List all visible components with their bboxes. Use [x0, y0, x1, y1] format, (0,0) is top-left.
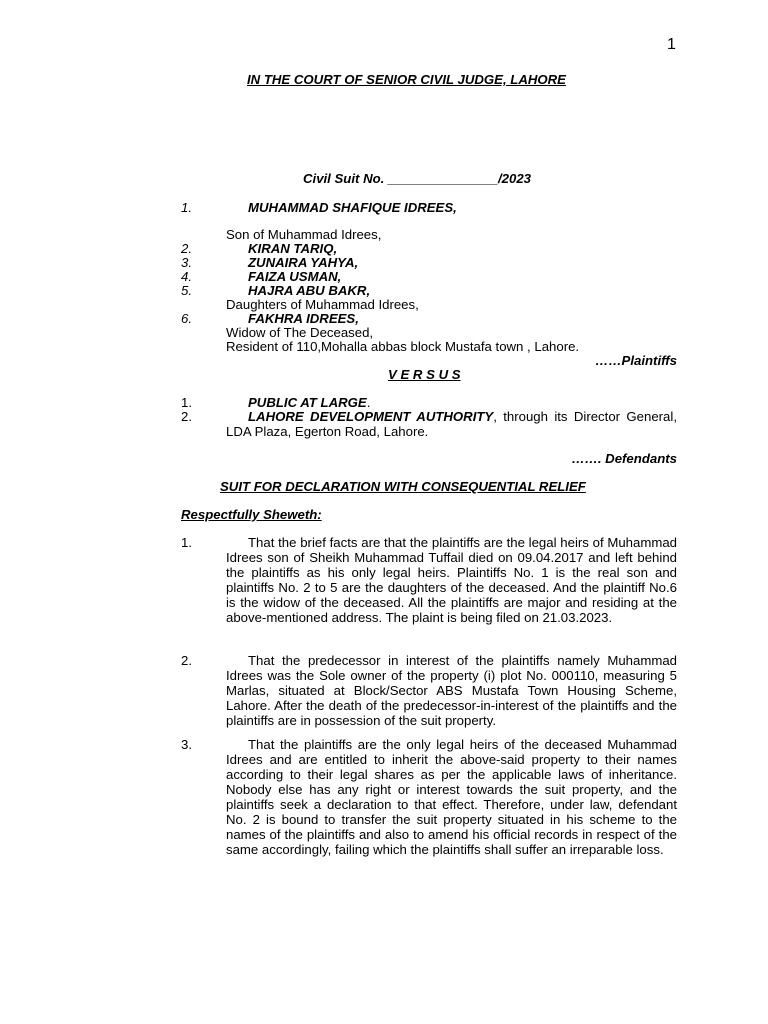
defendant-1-name: PUBLIC AT LARGE: [248, 395, 367, 410]
defendant-2-block: [226, 409, 677, 439]
plaintiff-6-number: 6.: [181, 311, 192, 326]
paragraph-3: [226, 737, 677, 857]
defendant-2-tail: , through its Director General, LDA Plaza, Egerton Road, Lahore.: [226, 409, 677, 439]
resident-of-line: Resident of 110,Mohalla abbas block Mustafa town , Lahore.: [226, 339, 580, 354]
plaintiff-3-number: 3.: [181, 255, 192, 270]
defendant-1-number: 1.: [181, 395, 192, 410]
defendant-2-name: LAHORE DEVELOPMENT AUTHORITY: [248, 409, 494, 424]
defendant-2-number: 2.: [181, 409, 192, 424]
defendants-label: ……. Defendants: [571, 451, 677, 466]
plaintiff-4-name: FAIZA USMAN,: [248, 269, 342, 284]
paragraph-1-text: That the brief facts are that the plaintiffs are the legal heirs of Muhammad Idrees son of Sheikh Muhammad Tuffail died on 09.04.2017 and left behind the plaintiffs as his only legal heirs. Plaintiffs No. 1 is the real son and plaintiffs No. 2 to 5 are the daughters of the deceased. And the plaintiff No.6 is the widow of the deceased. All the plaintiffs are major and residing at the above-mentioned address. The plaint is being filed on 21.03.2023.: [226, 535, 677, 625]
defendant-1-line: [248, 395, 370, 410]
salutation: Respectfully Sheweth:: [181, 507, 322, 522]
court-heading: IN THE COURT OF SENIOR CIVIL JUDGE, LAHORE: [247, 72, 566, 87]
paragraph-2: [226, 653, 677, 728]
plaintiff-4-number: 4.: [181, 269, 192, 284]
son-of-line: Son of Muhammad Idrees,: [226, 227, 382, 242]
defendant-1-tail: .: [366, 395, 371, 410]
daughters-of-line: Daughters of Muhammad Idrees,: [226, 297, 419, 312]
widow-of-line: Widow of The Deceased,: [226, 325, 374, 340]
paragraph-2-text: That the predecessor in interest of the plaintiffs namely Muhammad Idrees was the Sole owner of the property (i) plot No. 000110, measuring 5 Marlas, situated at Block/Sector ABS Mustafa Town Housing Scheme, Lahore. After the death of the predecessor-in-interest of the plaintiffs and the plaintiffs are in possession of the suit property.: [226, 653, 677, 728]
plaintiff-2-name: KIRAN TARIQ,: [248, 241, 338, 256]
versus-heading: V E R S U S: [388, 367, 461, 382]
paragraph-3-number: 3.: [181, 737, 192, 752]
plaintiffs-label: ……Plaintiffs: [595, 353, 677, 368]
suit-title: SUIT FOR DECLARATION WITH CONSEQUENTIAL RELIEF: [220, 479, 586, 494]
plaintiff-6-name: FAKHRA IDREES,: [248, 311, 359, 326]
paragraph-1-number: 1.: [181, 535, 192, 550]
plaintiff-5-number: 5.: [181, 283, 192, 298]
plaintiff-1-name: MUHAMMAD SHAFIQUE IDREES,: [248, 200, 457, 215]
paragraph-1: [226, 535, 677, 625]
plaintiff-3-name: ZUNAIRA YAHYA,: [248, 255, 359, 270]
page-number: 1: [667, 36, 676, 53]
paragraph-3-text: That the plaintiffs are the only legal heirs of the deceased Muhammad Idrees and are entitled to inherit the above-said property to their names according to their legal shares as per the applicable laws of inheritance. Nobody else has any right or interest towards the suit property, and the plaintiffs seek a declaration to that effect. Therefore, under law, defendant No. 2 is bound to transfer the suit property situated in his scheme to the names of the plaintiffs and also to amend his official records in respect of the same accordingly, failing which the plaintiffs shall suffer an irreparable loss.: [226, 737, 677, 857]
plaintiff-2-number: 2.: [181, 241, 192, 256]
paragraph-2-number: 2.: [181, 653, 192, 668]
suit-number: Civil Suit No. _______________/2023: [303, 171, 532, 186]
plaintiff-1-number: 1.: [181, 200, 192, 215]
plaintiff-5-name: HAJRA ABU BAKR,: [248, 283, 371, 298]
